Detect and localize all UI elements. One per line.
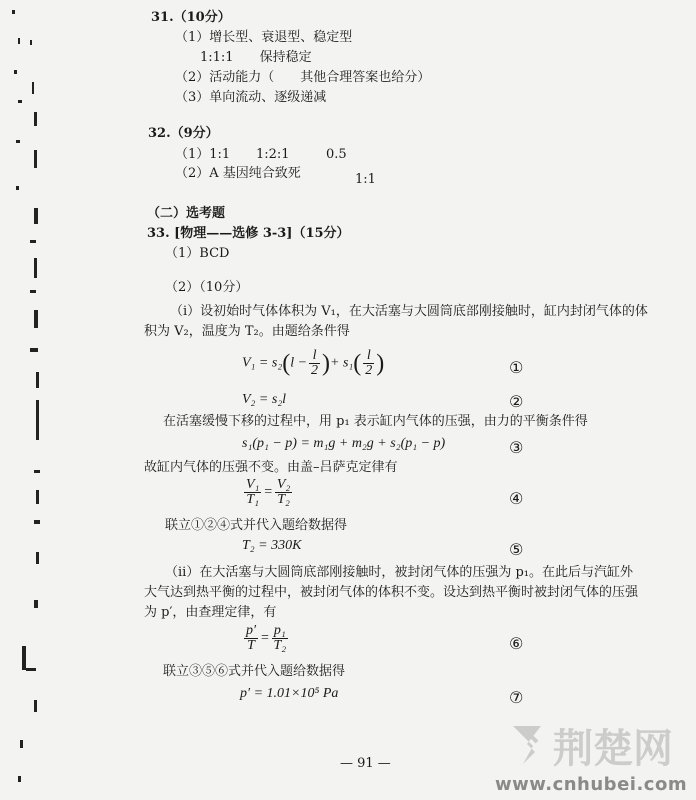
q32-header: 32.（9分） [148, 126, 219, 141]
q33-header: 33. [物理——选修 3-3]（15分） [147, 226, 350, 241]
equation-6: $\frac{p'}{T}$ = $\frac{\text{p₁}}{\text{T₂}}$ [246, 623, 287, 653]
q31-answer-1b: 1:1:1 保持稳定 [200, 50, 312, 65]
q33-text-6: 联立③⑤⑥式并代入题给数据得 [163, 664, 346, 679]
equation-1: V₁ = s₂(l − $\frac{l}{2}$ )+ s₁( $\frac{l}{2}$ ) [242, 348, 385, 378]
equation-4: $\frac{\text{V₁}}{\text{T₁}}$ = $\frac{\text{V₂}}{\text{T₂}}$ [246, 477, 291, 507]
q33-text-3: 在活塞缓慢下移的过程中，用 p₁ 表示缸内气体的压强，由力的平衡条件得 [163, 414, 588, 429]
watermark-logo-text: 荆楚网 [553, 726, 673, 772]
q31-answer-2: （2）活动能力（ 其他合理答案也给分） [175, 70, 431, 85]
binding-marks [0, 0, 50, 800]
watermark-logo [505, 716, 680, 776]
q33-part2: （2）（10分） [165, 280, 249, 295]
q32-answer-1: （1）1:1 [175, 147, 231, 162]
watermark-url: www.cnhubei.com [495, 774, 688, 795]
q33-i-text-line2: 积为 V₂，温度为 T₂。由题给条件得 [144, 324, 350, 339]
q31-answer-3: （3）单向流动、逐级递减 [175, 90, 327, 105]
marker-5: ⑤ [509, 540, 524, 559]
q31-answer-1: （1）增长型、衰退型、稳定型 [175, 30, 353, 45]
q32-answer-1-value: 0.5 [326, 147, 347, 162]
q33-text-4: 故缸内气体的压强不变。由盖–吕萨克定律有 [144, 460, 398, 475]
marker-2: ② [509, 392, 524, 411]
q32-answer-2-ratio: 1:1 [355, 172, 376, 187]
q31-header: 31.（10分） [151, 10, 231, 25]
q32-answer-2: （2）A 基因纯合致死 [175, 166, 301, 181]
equation-3: s₁(p₁ − p) = m₁g + m₂g + s₂(p₁ − p) [242, 436, 446, 451]
marker-6: ⑥ [509, 634, 524, 653]
marker-1: ① [509, 358, 524, 377]
q33-part1: （1）BCD [165, 246, 230, 261]
section-heading: （二）选考题 [147, 206, 226, 221]
q33-ii-text-line2: 大气达到热平衡的过程中，被封闭气体的体积不变。设达到热平衡时被封闭气体的压强 [144, 585, 639, 600]
marker-3: ③ [509, 438, 524, 457]
page-number: — 91 — [340, 756, 391, 771]
q33-i-text-line1: （i）设初始时气体体积为 V₁，在大活塞与大圆筒底部刚接触时，缸内封闭气体的体 [170, 304, 648, 319]
equation-1-lhs: V₁ = s₂ [242, 355, 283, 371]
equation-5: T₂ = 330K [242, 538, 302, 553]
q32-answer-1-ratio: 1:2:1 [256, 147, 290, 162]
q33-text-5: 联立①②④式并代入题给数据得 [165, 518, 348, 533]
marker-7: ⑦ [509, 688, 524, 707]
marker-4: ④ [509, 489, 524, 508]
q33-ii-text-line3: 为 p′，由查理定律，有 [144, 605, 277, 620]
equation-2: V₂ = s₂l [242, 392, 287, 407]
q33-ii-text-line1: （ii）在大活塞与大圆筒底部刚接触时，被封闭气体的压强为 p₁。在此后与汽缸外 [165, 565, 633, 580]
equation-7: p′ = 1.01×10⁵ Pa [240, 686, 339, 701]
equation-1-mid: + s₁ [330, 355, 354, 371]
